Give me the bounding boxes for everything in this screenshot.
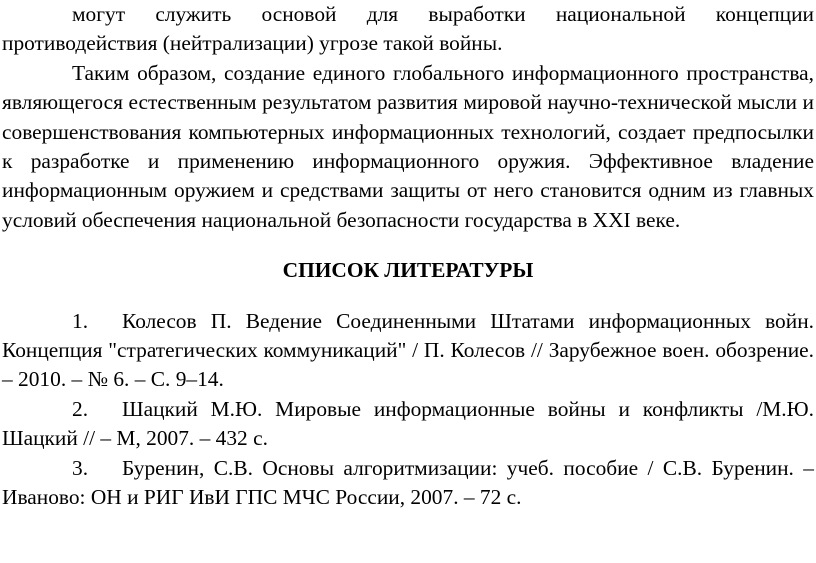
body-paragraph-1: могут служить основой для выработки национальной концепции противодействия (нейтрализации) угрозе такой войны.: [2, 2, 814, 56]
reference-item-1: [2, 307, 814, 395]
reference-text: Шацкий М.Ю. Мировые информационные войны и конфликты /М.Ю. Шацкий // – М, 2007. – 432 с.: [2, 396, 814, 451]
reference-number: 1.: [72, 308, 89, 333]
reference-text: Колесов П. Ведение Соединенными Штатами информационных войн. Концепция "стратегических коммуникаций" / П. Колесов // Зарубежное воен. обозрение. – 2010. – № 6. – С. 9–14.: [2, 308, 814, 392]
references-list: [2, 307, 814, 513]
reference-number: 2.: [72, 396, 89, 421]
body-paragraph-2: Таким образом, создание единого глобального информационного пространства, являющегося естественным результатом развития мировой научно-технической мысли и совершенствования компьютерных информационных технологий, создает предпосылки к разработке и применению информационного оружия. Эффективное владение информационным оружием и средствами защиты от него становится одним из главных условий обеспечения национальной безопасности государства в XXI веке.: [2, 60, 814, 232]
references-title: СПИСОК ЛИТЕРАТУРЫ: [282, 258, 534, 283]
reference-item-2: [2, 395, 814, 454]
document-page: [2, 0, 814, 513]
reference-number: 3.: [72, 455, 89, 480]
reference-item-3: [2, 454, 814, 513]
reference-text: Буренин, С.В. Основы алгоритмизации: учеб. пособие / С.В. Буренин. – Иваново: ОН и РИГ ИвИ ГПС МЧС России, 2007. – 72 с.: [2, 455, 814, 510]
